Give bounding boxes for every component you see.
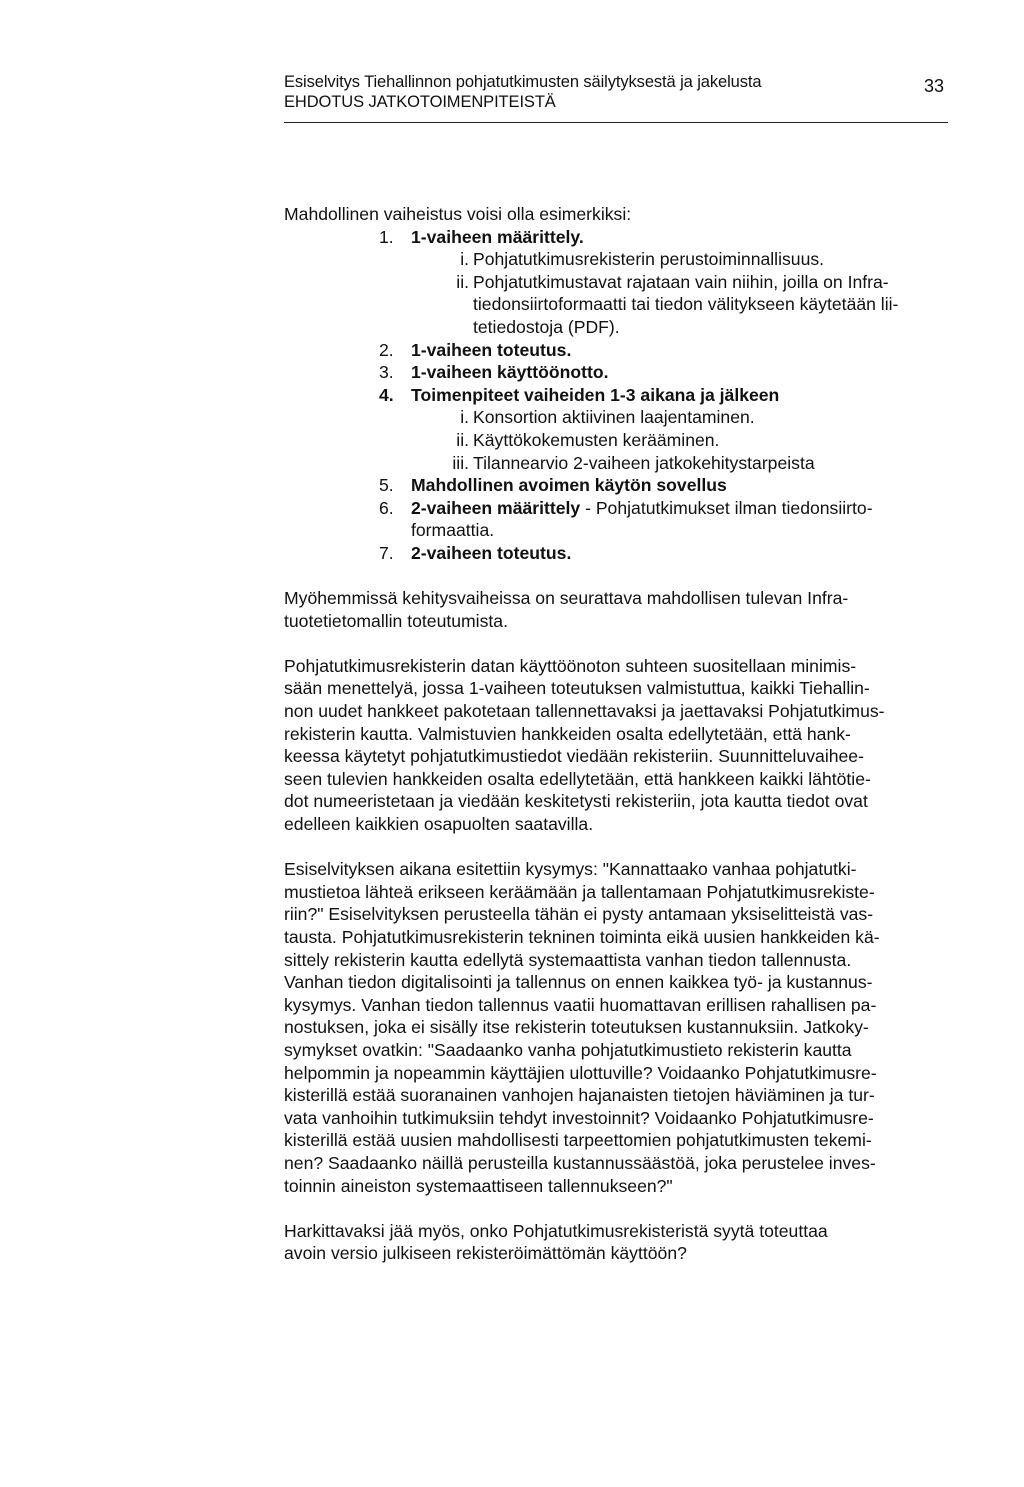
paragraph <box>284 1220 954 1265</box>
paragraph <box>284 858 954 1197</box>
paragraph-line: tuotetietomallin toteutumista. <box>284 610 508 631</box>
paragraph-line: kysymys. Vanhan tiedon tallennus vaatii huomattavan erillisen rahallisen pa- <box>284 994 877 1015</box>
list-number: 7. <box>379 542 394 563</box>
sub-list-text: Pohjatutkimustavat rajataan vain niihin, joilla on Infra- <box>473 271 889 292</box>
paragraph-line: kisterillä estää uusien mahdollisesti tarpeettomien pohjatutkimusten tekemi- <box>284 1130 872 1151</box>
list-item <box>284 226 954 249</box>
paragraph-line: seen tulevien hankkeiden osalta edellytetään, että hankkeen kaikki lähtötie- <box>284 768 871 789</box>
paragraph-line: avoin versio julkiseen rekisteröimättömän käyttöön? <box>284 1243 687 1264</box>
paragraph-line: nostuksen, joka ei sisälly itse rekisterin toteutuksen kustannuksiin. Jatkoky- <box>284 1017 869 1038</box>
sub-list-item <box>284 271 954 339</box>
sub-list-number: iii. <box>452 452 469 473</box>
sub-list-text: Konsortion aktiivinen laajentaminen. <box>473 407 755 428</box>
list-item-title: 1-vaiheen määrittely. <box>411 226 584 247</box>
list-item <box>284 361 954 384</box>
paragraph-line: Pohjatutkimusrekisterin datan käyttöönoton suhteen suositellaan minimis- <box>284 655 857 676</box>
paragraph <box>284 587 954 632</box>
list-number: 2. <box>379 339 394 360</box>
paragraph <box>284 655 954 836</box>
paragraph-line: non uudet hankkeet pakotetaan tallennettavaksi ja jaettavaksi Pohjatutkimus- <box>284 701 885 722</box>
list-item-title: 2-vaiheen määrittely <box>411 497 581 518</box>
list-number: 3. <box>379 362 394 383</box>
paragraph-line: tausta. Pohjatutkimusrekisterin tekninen toiminta eikä uusien hankkeiden kä- <box>284 927 880 947</box>
paragraph-line: nen? Saadaanko näillä perusteilla kustannussäästöä, joka perustelee inves- <box>284 1152 876 1173</box>
paragraph-line: riin?" Esiselvityksen perusteella tähän ei pysty antamaan yksiselitteistä vas- <box>284 904 874 925</box>
sub-list-text: tiedonsiirtoformaatti tai tiedon välitykseen käytetään lii- <box>473 294 899 315</box>
paragraph-line: Myöhemmissä kehitysvaiheissa on seurattava mahdollisen tulevan Infra- <box>284 588 849 609</box>
list-number: 4. <box>379 384 394 405</box>
list-item-text: - Pohjatutkimukset ilman tiedonsiirto- <box>580 497 873 518</box>
paragraph-line: vata vanhoihin tutkimuksiin tehdyt investoinnit? Voidaanko Pohjatutkimusre- <box>284 1107 874 1128</box>
sub-list-item <box>284 452 954 475</box>
paragraph-line: symykset ovatkin: "Saadaanko vanha pohjatutkimustieto rekisterin kautta <box>284 1039 852 1060</box>
paragraph-line: dot numeeristetaan ja viedään keskitetysti rekisteriin, jota kautta tiedot ovat <box>284 791 868 812</box>
list-number: 1. <box>379 226 394 247</box>
sub-list-text: Tilannearvio 2-vaiheen jatkokehitystarpeista <box>473 452 815 473</box>
paragraph-line: sittely rekisterin kautta edellytä systemaattista vanhan tiedon tallennusta. <box>284 949 852 970</box>
list-number: 5. <box>379 475 394 496</box>
paragraph-line: rekisterin kautta. Valmistuvien hankkeiden osalta edellytetään, että hank- <box>284 723 851 744</box>
paragraph-line: sään menettelyä, jossa 1-vaiheen toteutuksen valmistuttua, kaikki Tiehallin- <box>284 678 870 699</box>
paragraph-line: kisterillä estää suoranainen vanhojen hajanaisten tietojen häviäminen ja tur- <box>284 1085 875 1106</box>
paragraph-line: mustietoa lähteä erikseen keräämään ja tallentamaan Pohjatutkimusrekiste- <box>284 881 875 902</box>
paragraph-line: keessa käytetyt pohjatutkimustiedot viedään rekisteriin. Suunnitteluvaihee- <box>284 746 864 767</box>
paragraph-line: edelleen kaikkien osapuolten saatavilla. <box>284 814 594 835</box>
paragraph-line: Esiselvityksen aikana esitettiin kysymys: "Kannattaako vanhaa pohjatutki- <box>284 859 857 880</box>
page-number: 33 <box>923 76 944 96</box>
paragraph-line: helpommin ja nopeammin käyttäjien ulottuville? Voidaanko Pohjatutkimusre- <box>284 1062 877 1083</box>
list-number: 6. <box>379 497 394 518</box>
sub-list-item <box>284 248 954 271</box>
sub-list-number: ii. <box>456 271 469 292</box>
sub-list-text: tetiedostoja (PDF). <box>473 316 620 337</box>
list-item-title: 1-vaiheen toteutus. <box>411 339 572 360</box>
list-intro: Mahdollinen vaiheistus voisi olla esimerkiksi: <box>284 204 632 224</box>
phase-list <box>284 226 954 565</box>
sub-list-number: i. <box>460 249 469 270</box>
list-item <box>284 497 954 542</box>
sub-list-text: Pohjatutkimusrekisterin perustoiminnallisuus. <box>473 249 825 270</box>
list-item <box>284 384 954 407</box>
header-title: Esiselvitys Tiehallinnon pohjatutkimusten säilytyksestä ja jakelusta <box>284 73 762 91</box>
page-header <box>284 72 948 123</box>
list-item-title: Toimenpiteet vaiheiden 1-3 aikana ja jälkeen <box>411 384 780 405</box>
list-item <box>284 474 954 497</box>
sub-list-text: Käyttökokemusten kerääminen. <box>473 429 720 450</box>
list-item-title: 2-vaiheen toteutus. <box>411 542 572 563</box>
sub-list-number: ii. <box>456 429 469 450</box>
paragraph-line: Vanhan tiedon digitalisointi ja tallennus on ennen kaikkea työ- ja kustannus- <box>284 972 873 993</box>
list-item-title: Mahdollinen avoimen käytön sovellus <box>411 475 727 496</box>
paragraph-line: toinnin aineiston systemaattiseen tallennukseen?" <box>284 1175 673 1196</box>
list-item <box>284 339 954 362</box>
sub-list-item <box>284 429 954 452</box>
list-item <box>284 542 954 565</box>
main-content <box>284 203 954 1265</box>
list-item-title: 1-vaiheen käyttöönotto. <box>411 362 609 383</box>
sub-list-number: i. <box>460 407 469 428</box>
paragraph-line: Harkittavaksi jää myös, onko Pohjatutkimusrekisteristä syytä toteuttaa <box>284 1220 828 1241</box>
list-item-text: formaattia. <box>411 520 495 541</box>
sub-list-item <box>284 406 954 429</box>
header-section: EHDOTUS JATKOTOIMENPITEISTÄ <box>284 93 556 111</box>
